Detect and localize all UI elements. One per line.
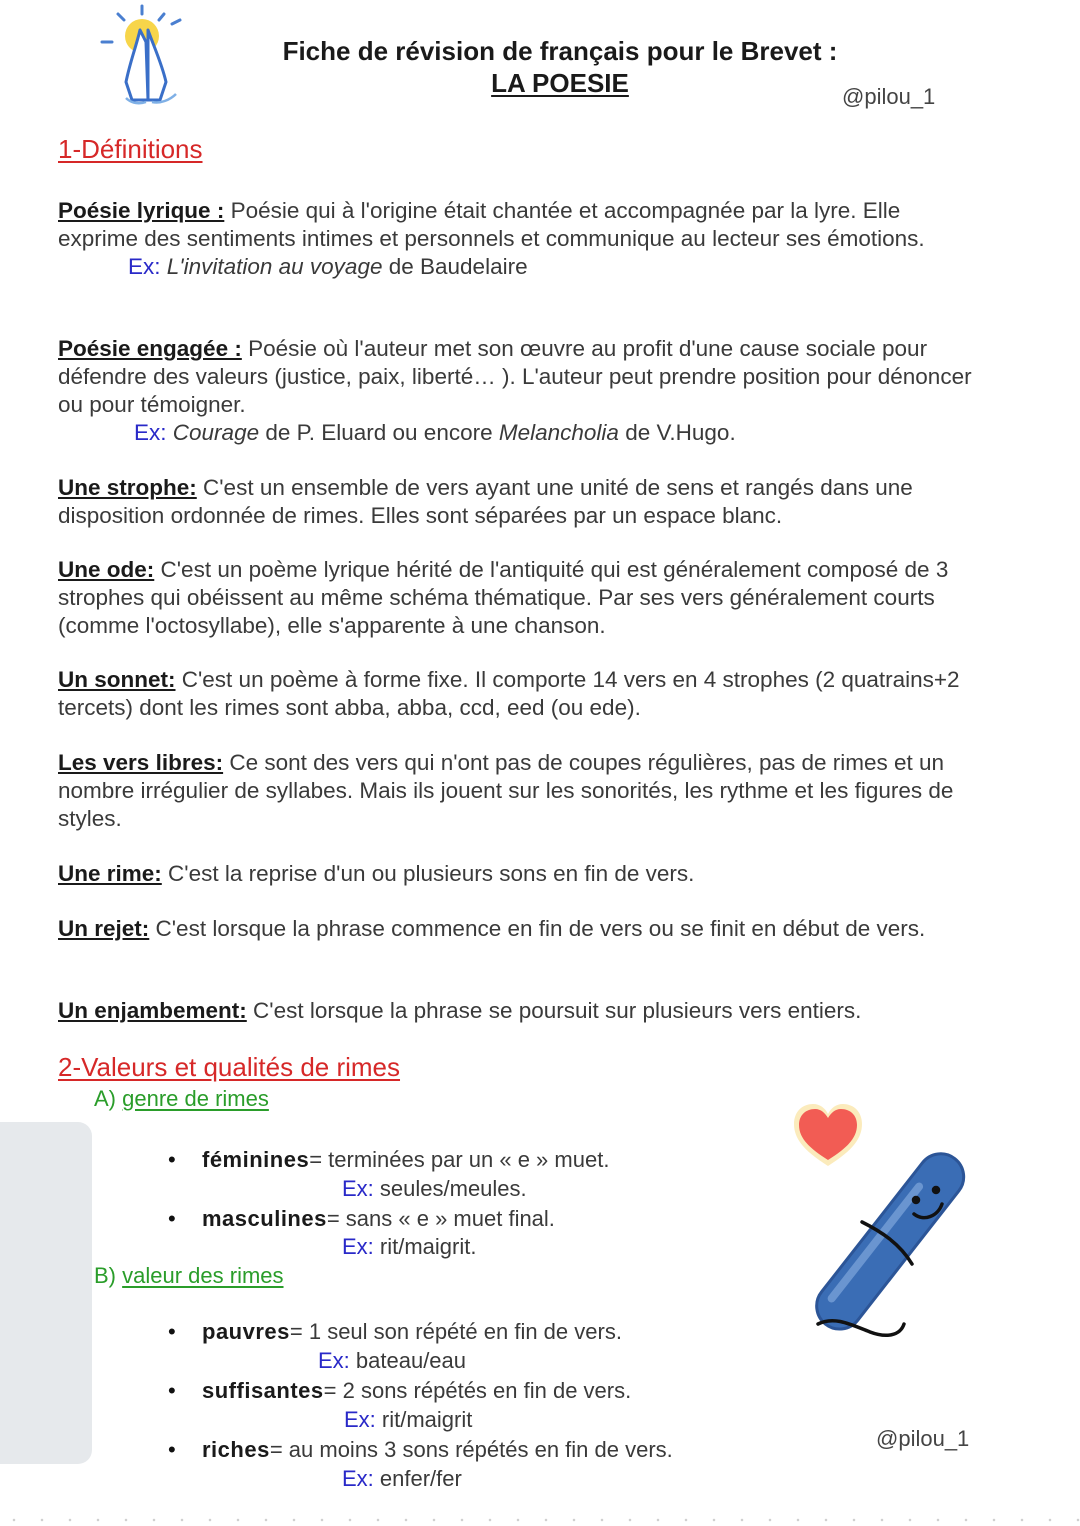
example-line: Ex: L'invitation au voyage de Baudelaire xyxy=(128,254,528,279)
definition-term: Poésie lyrique : xyxy=(58,198,225,223)
definition-term: Une rime: xyxy=(58,861,162,886)
list-item-suffisantes: • suffisantes= 2 sons répétés en fin de vers. xyxy=(168,1378,632,1403)
bullet-icon: • xyxy=(168,1378,176,1403)
definition-engagee xyxy=(58,335,978,447)
definition-enjambement xyxy=(58,997,978,1025)
definition-term: Un rejet: xyxy=(58,916,150,941)
example-feminines: Ex: seules/meules. xyxy=(342,1176,527,1201)
definition-term: Les vers libres: xyxy=(58,750,224,775)
example-suffisantes: Ex: rit/maigrit xyxy=(344,1407,473,1432)
page-subtitle: LA POESIE xyxy=(491,68,629,98)
author-handle-top: @pilou_1 xyxy=(842,84,936,109)
list-item-pauvres: • pauvres= 1 seul son répété en fin de vers. xyxy=(168,1319,622,1344)
definition-term: Un sonnet: xyxy=(58,667,176,692)
definition-text: C'est un poème lyrique hérité de l'antiquité qui est généralement composé de 3 strophes qui obéissent au même schéma thématique. Par ses vers généralement courts (comme l'octosyllabe), elle s'apparente à une chanson. xyxy=(58,557,949,638)
side-panel xyxy=(0,1122,92,1464)
page-edge-dots xyxy=(0,1518,1080,1522)
bullet-icon: • xyxy=(168,1206,176,1231)
section-heading-definitions: 1-Définitions xyxy=(58,134,203,164)
definition-text: Poésie où l'auteur met son œuvre au profit d'une cause sociale pour défendre des valeurs (justice, paix, liberté… ). L'auteur peut prendre position pour dénoncer ou pour témoigner. xyxy=(58,336,972,417)
definition-term: Une ode: xyxy=(58,557,155,582)
example-line: Ex: Courage de P. Eluard ou encore Melancholia de V.Hugo. xyxy=(134,420,736,445)
section-heading-rimes: 2-Valeurs et qualités de rimes xyxy=(58,1052,401,1082)
definition-text: Poésie qui à l'origine était chantée et accompagnée par la lyre. Elle exprime des sentiments intimes et personnels et communique au lecteur ses émotions. xyxy=(58,198,925,251)
definition-sonnet xyxy=(58,666,978,722)
subheading-genre: A) genre de rimes xyxy=(94,1086,269,1111)
author-handle-bottom: @pilou_1 xyxy=(876,1426,970,1451)
definition-rejet xyxy=(58,915,978,943)
definition-term: Une strophe: xyxy=(58,475,197,500)
list-item-masculines: • masculines= sans « e » muet final. xyxy=(168,1206,555,1231)
definition-text: C'est un ensemble de vers ayant une unité de sens et rangés dans une disposition ordonnée de rimes. Elles sont séparées par un espace blanc. xyxy=(58,475,913,528)
definition-ode xyxy=(58,556,978,640)
definition-text: C'est lorsque la phrase se poursuit sur plusieurs vers entiers. xyxy=(246,998,862,1023)
definition-strophe xyxy=(58,474,978,530)
subheading-valeur: B) valeur des rimes xyxy=(94,1263,284,1288)
bullet-icon: • xyxy=(168,1147,176,1172)
example-riches: Ex: enfer/fer xyxy=(342,1466,462,1491)
definition-term: Un enjambement: xyxy=(58,998,247,1023)
definition-lyrique xyxy=(58,197,978,281)
definition-term: Poésie engagée : xyxy=(58,336,242,361)
example-pauvres: Ex: bateau/eau xyxy=(318,1348,467,1373)
definition-text: Ce sont des vers qui n'ont pas de coupes régulières, pas de rimes et un nombre irrégulier de syllabes. Mais ils jouent sur les sonorités, les rythme et les figures de styles. xyxy=(58,750,954,831)
bullet-icon: • xyxy=(168,1319,176,1344)
definition-rime xyxy=(58,860,978,888)
list-item-feminines: • féminines= terminées par un « e » muet. xyxy=(168,1147,610,1172)
definition-text: C'est lorsque la phrase commence en fin de vers ou se finit en début de vers. xyxy=(149,916,926,941)
definition-text: C'est la reprise d'un ou plusieurs sons en fin de vers. xyxy=(161,861,695,886)
definition-text: C'est un poème à forme fixe. Il comporte 14 vers en 4 strophes (2 quatrains+2 tercets) dont les rimes sont abba, abba, ccd, eed (ou ede). xyxy=(58,667,960,720)
definition-vers-libres xyxy=(58,749,978,833)
list-item-riches: • riches= au moins 3 sons répétés en fin de vers. xyxy=(168,1437,673,1462)
page-title: Fiche de révision de français pour le Brevet : xyxy=(282,36,838,66)
smiling-pen-icon xyxy=(790,1140,990,1350)
example-masculines: Ex: rit/maigrit. xyxy=(342,1234,477,1259)
praying-hands-icon xyxy=(96,2,196,112)
bullet-icon: • xyxy=(168,1437,176,1462)
